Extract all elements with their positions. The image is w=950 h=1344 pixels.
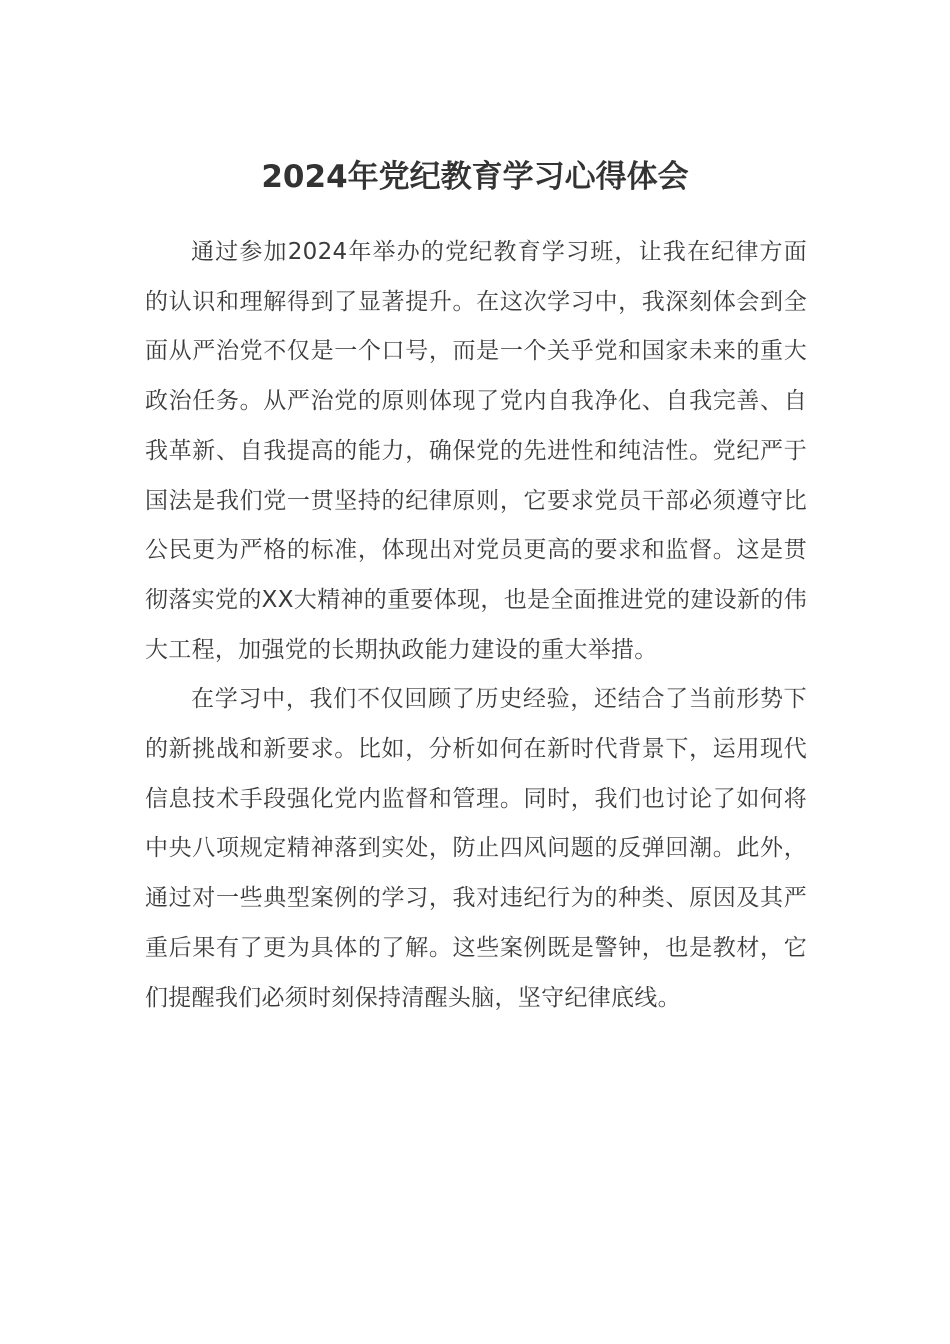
document-title: 2024年党纪教育学习心得体会 bbox=[261, 159, 689, 195]
body-paragraph-2: 在学习中，我们不仅回顾了历史经验，还结合了当前形势下的新挑战和新要求。比如，分析如何在新时代背景下，运用现代信息技术手段强化党内监督和管理。同时，我们也讨论了如何将中央八项规定精神落到实处，防止四风问题的反弹回潮。此外，通过对一些典型案例的学习，我对违纪行为的种类、原因及其严重后果有了更为具体的了解。这些案例既是警钟，也是教材，它们提醒我们必须时刻保持清醒头脑，坚守纪律底线。 bbox=[145, 686, 807, 1011]
body-paragraph-1: 通过参加2024年举办的党纪教育学习班，让我在纪律方面的认识和理解得到了显著提升。在这次学习中，我深刻体会到全面从严治党不仅是一个口号，而是一个关乎党和国家未来的重大政治任务。从严治党的原则体现了党内自我净化、自我完善、自我革新、自我提高的能力，确保党的先进性和纯洁性。党纪严于国法是我们党一贯坚持的纪律原则，它要求党员干部必须遵守比公民更为严格的标准，体现出对党员更高的要求和监督。这是贯彻落实党的XX大精神的重要体现，也是全面推进党的建设新的伟大工程，加强党的长期执政能力建设的重大举措。 bbox=[145, 239, 807, 663]
document-body bbox=[145, 228, 807, 1023]
